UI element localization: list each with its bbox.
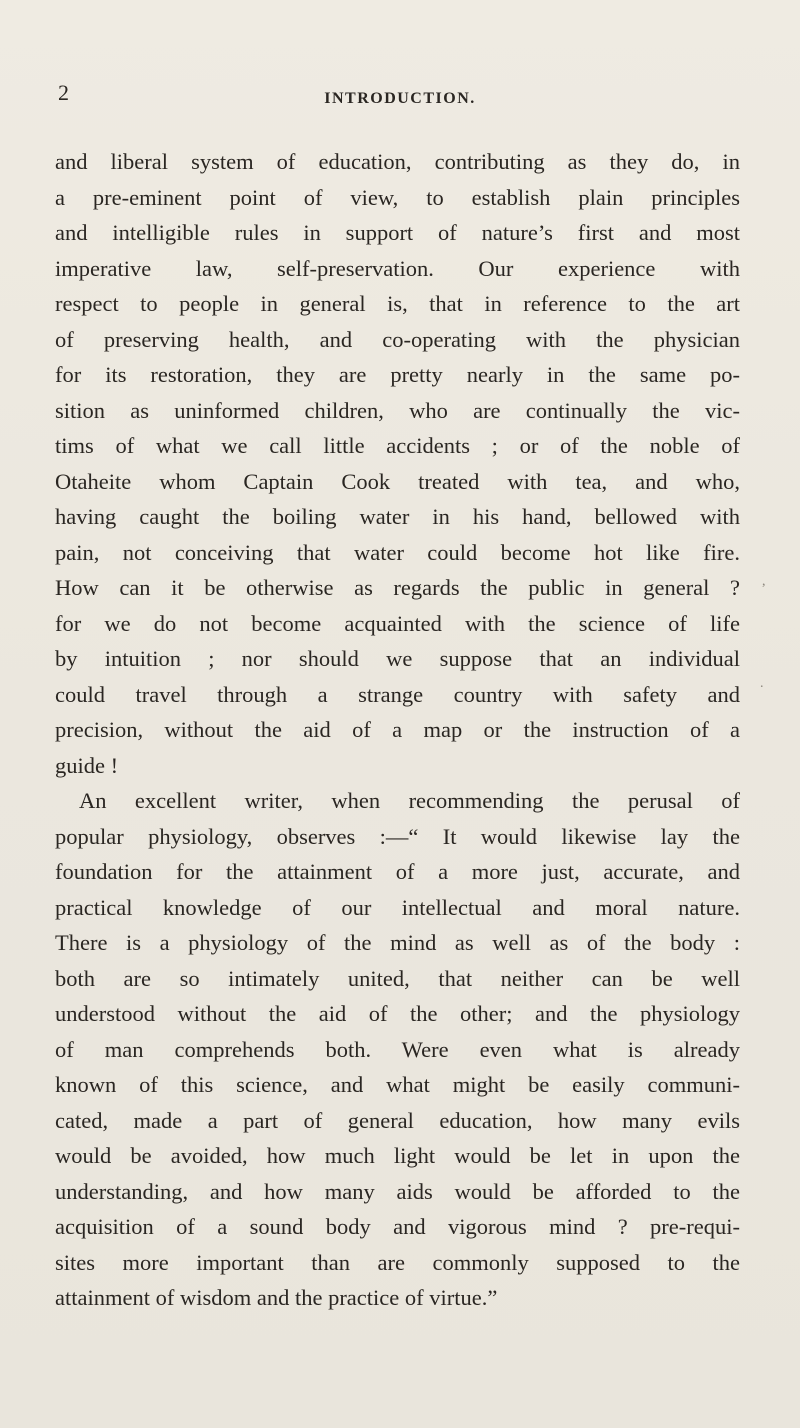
- text-line: understanding, and how many aids would be afforded to the: [55, 1178, 740, 1204]
- text-line: respect to people in general is, that in reference to the art: [55, 291, 740, 316]
- text-line: for its restoration, they are pretty nearly in the same po-: [55, 362, 740, 387]
- margin-mark: ,: [762, 574, 766, 589]
- text-line: foundation for the attainment of a more just, accurate, and: [55, 859, 740, 884]
- text-line: Otaheite whom Captain Cook treated with tea, and who,: [55, 468, 740, 494]
- text-line: guide !: [55, 752, 119, 778]
- text-line: acquisition of a sound body and vigorous mind ? pre-requi-: [55, 1214, 740, 1239]
- body-text: [55, 144, 740, 1316]
- text-line: and liberal system of education, contributing as they do, in: [55, 149, 740, 174]
- text-line: both are so intimately united, that neither can be well: [55, 965, 740, 991]
- text-line: known of this science, and what might be easily communi-: [55, 1072, 740, 1097]
- text-line: How can it be otherwise as regards the public in general ?: [55, 575, 740, 600]
- text-line: and intelligible rules in support of nature’s first and most: [55, 220, 740, 245]
- text-line: tims of what we call little accidents ; or of the noble of: [55, 433, 740, 458]
- text-line: An excellent writer, when recommending the perusal of: [79, 788, 740, 813]
- text-line: of preserving health, and co-operating with the physician: [55, 326, 740, 352]
- text-line: attainment of wisdom and the practice of virtue.”: [55, 1285, 498, 1310]
- paragraph-1: [55, 144, 740, 783]
- text-line: could travel through a strange country with safety and: [55, 681, 740, 707]
- text-line: practical knowledge of our intellectual and moral nature.: [55, 894, 740, 920]
- text-line: imperative law, self-preservation. Our experience with: [55, 255, 740, 281]
- text-line: for we do not become acquainted with the science of life: [55, 610, 740, 636]
- text-line: precision, without the aid of a map or the instruction of a: [55, 717, 740, 742]
- text-line: pain, not conceiving that water could become hot like fire.: [55, 539, 740, 565]
- text-line: a pre-eminent point of view, to establish plain principles: [55, 184, 740, 210]
- text-line: understood without the aid of the other; and the physiology: [55, 1001, 740, 1026]
- page-number: 2: [58, 80, 69, 105]
- text-line: sition as uninformed children, who are continually the vic-: [55, 397, 740, 423]
- text-line: would be avoided, how much light would be let in upon the: [55, 1143, 740, 1168]
- margin-mark: .: [760, 676, 764, 691]
- paragraph-2: [55, 783, 740, 1316]
- running-head: INTRODUCTION.: [324, 90, 476, 107]
- text-line: cated, made a part of general education, how many evils: [55, 1107, 740, 1133]
- text-line: sites more important than are commonly supposed to the: [55, 1249, 740, 1275]
- text-line: popular physiology, observes :—“ It would likewise lay the: [55, 823, 740, 849]
- text-line: by intuition ; nor should we suppose that an individual: [55, 646, 740, 671]
- text-line: having caught the boiling water in his hand, bellowed with: [55, 504, 740, 529]
- text-line: There is a physiology of the mind as well as of the body :: [55, 930, 740, 955]
- text-line: of man comprehends both. Were even what is already: [55, 1036, 740, 1062]
